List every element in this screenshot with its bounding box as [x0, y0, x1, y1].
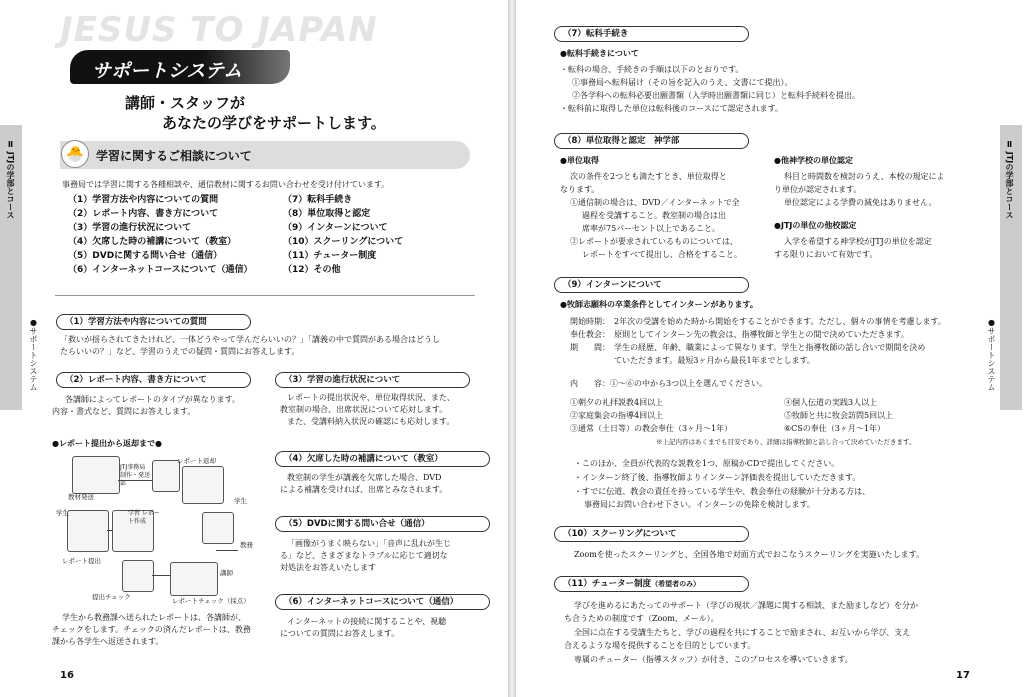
flow-arrow [216, 550, 238, 551]
s7-title: （7）転科手続き [554, 26, 749, 42]
s10-text: Zoomを使ったスクーリングと、全国各地で対面方式でおこなうスクーリングを実施いたします。 [574, 550, 924, 559]
s5-text: 「画像がうまく映らない」「音声に乱れが生じ [287, 539, 451, 548]
right-page [516, 0, 1024, 697]
s2-title: （2）レポート内容、書き方について [56, 372, 251, 388]
headline-line-2: あなたの学びをサポートします。 [162, 114, 386, 132]
left-page [0, 0, 508, 697]
subheading: 学習に関するご相談について [96, 149, 252, 163]
flow-label-student: 学生 [56, 509, 69, 517]
topic-item: （10）スクーリングについて [283, 237, 404, 247]
s9-row-value: 原則としてインターン先の教会は、指導牧師と学生との間で決めていただきます。 [614, 330, 909, 339]
s9-row-label: 奉仕教会： [570, 330, 610, 339]
s9-title: （9）インターンについて [554, 277, 749, 293]
s9-row-value: ていただきます。最短3ヶ月から最長1年までとします。 [614, 356, 815, 365]
office-figure [72, 456, 120, 494]
s9-item: ①朝夕の礼拝説教4回以上 [570, 398, 664, 407]
s3-title: （3）学習の進行状況について [275, 372, 470, 388]
s6-text: についての質問にお答えします。 [280, 629, 400, 638]
flow-caption: 課から各学生へ返送されます。 [52, 637, 164, 646]
s1-text: 「救いが揺らされてきたけれど、一体どうやって学んだらいいの？」「講義の中で質問がある場合はどうし [60, 335, 440, 344]
s9-content-label: 内 容：①～⑥の中から3つ以上を選んでください。 [570, 379, 768, 388]
flow-arrow [152, 575, 170, 576]
topic-item: （6）インターネットコースについて（通信） [68, 265, 253, 275]
flow-title: ●レポート提出から返却まで● [52, 439, 162, 448]
report-flow-diagram [52, 450, 267, 605]
flow-label-submit: レポート提出 [62, 557, 101, 565]
s2-text: 各講師によってレポートのタイプが異なります。 [65, 395, 240, 404]
watermark-text: JESUS TO JAPAN [60, 10, 378, 50]
s9-note: ※上記内容はあくまでも目安であり、詳細は指導牧師と話し合って決めていただきます。 [656, 438, 916, 446]
s9-item: ③通常（土日等）の教会奉仕（3ヶ月～1年） [570, 424, 733, 433]
headline-line-1: 講師・スタッフが [125, 94, 246, 112]
s9-item: ④個人伝道の実践3人以上 [784, 398, 878, 407]
side-tab-label: Ⅱ JTJの学部とコース [6, 140, 15, 220]
topic-item: （3）学習の進行状況について [68, 223, 192, 233]
topic-item: （1）学習方法や内容についての質問 [68, 195, 219, 205]
topic-item: （7）転科手続き [283, 195, 353, 205]
flow-label-office: JTJ事務局 制作・発送部 [120, 464, 151, 487]
s7-text: ②各学科への転科必要出願書類（入学時出願書類に同じ）と転科手続料を提出。 [572, 91, 860, 100]
s9-row-value: 2年次の受講を始めた時から開始をすることができます。ただし、個々の事情を考慮します。 [614, 317, 946, 326]
s8-title: （8）単位取得と認定 神学部 [554, 133, 749, 149]
flow-caption: 学生から教務課へ送られたレポートは、各講師が、 [62, 613, 246, 622]
chick-icon: 🐣 [61, 140, 89, 168]
s7-text: ・転科の場合、手続きの手順は以下のとおりです。 [560, 65, 744, 74]
side-tab-section: ●サポートシステム [29, 318, 38, 391]
topic-item: （5）DVDに関する問い合せ（通信） [68, 251, 223, 261]
s8-text-1: 次の条件を2つとも満たすとき、単位取得と [570, 172, 727, 181]
materials-figure [152, 460, 180, 492]
flow-label-return: レポート返却 [177, 457, 216, 465]
return-figure [182, 466, 224, 504]
page-number-left: 16 [60, 670, 74, 681]
s8-text-2: 科目と時間数を検討のうえ、本校の規定によ [784, 172, 945, 181]
s8-sub-3: ●JTJの単位の他校認定 [774, 221, 857, 230]
teacher-figure [170, 562, 218, 596]
s7-sub: ●転科手続きについて [560, 49, 639, 58]
s5-text: 対処法をお答えいたします [280, 563, 376, 572]
flow-label-grade: レポートチェック（採点） [172, 597, 250, 605]
flow-label-check: 提出チェック [92, 593, 131, 601]
s3-text: また、受講料納入状況の確認にも応対します。 [287, 417, 455, 426]
topic-item: （9）インターンについて [283, 223, 388, 233]
s8-text-1: 過程を受講すること。教室制の場合は出 [582, 211, 726, 220]
s11-text: 合えるような場を提供することを目的としています。 [564, 641, 756, 650]
s9-row-label: 期 間： [570, 343, 610, 352]
s9-bullet: ・このほか、全員が代表的な説教を1つ、原稿かCDで提出してください。 [574, 459, 840, 468]
s4-title: （4）欠席した時の補講について（教室） [275, 451, 490, 467]
topic-item: （12）その他 [283, 265, 341, 275]
s8-text-1: レポートをすべて提出し、合格をすること。 [582, 250, 742, 259]
s11-text: 全国に点在する受講生たちと、学びの過程を共にすることで励まされ、お互いから学び、支え [574, 628, 911, 637]
topic-item: （4）欠席した時の補講について（教室） [68, 237, 237, 247]
topic-item: （2）レポート内容、書き方について [68, 209, 219, 219]
s9-row-value: 学生の経歴、年齢、職業によって異なります。学生と指導牧師の話し合いで期間を決め [614, 343, 926, 352]
s3-text: 教室制の場合、出席状況について応対します。 [280, 405, 448, 414]
s8-text-1: なります。 [560, 185, 600, 194]
flow-label-manager: 教務 [240, 541, 253, 549]
s7-text: ①事務局へ転科届け（その旨を記入のうえ、文書にて提出）。 [572, 78, 793, 87]
s11-title-text: （11）チューター制度 [563, 579, 652, 589]
s4-text: による補講を受ければ、出席とみなされます。 [280, 485, 448, 494]
topic-item: （8）単位取得と認定 [283, 209, 371, 219]
s8-text-3: 入学を希望する神学校がJTJの単位を認定 [784, 237, 932, 246]
page-number-right: 17 [956, 670, 970, 681]
section-title: サポートシステム [92, 60, 243, 82]
s8-text-2: り単位が認定されます。 [774, 185, 862, 194]
book-gutter [508, 0, 516, 697]
s9-sub: ●牧師志願科の卒業条件としてインターンがあります。 [560, 300, 758, 309]
student-figure [67, 510, 109, 552]
side-tab-label: Ⅱ JTJの学部とコース [1005, 140, 1014, 220]
s6-text: インターネットの接続に関することや、視聴 [287, 617, 447, 626]
s9-item: ⑥CSの奉仕（3ヶ月～1年） [784, 424, 885, 433]
flow-label-materials: 教材発送 [68, 493, 94, 501]
s9-bullet: 事務局にお問い合わせ下さい。インターンの免除を検討します。 [584, 500, 815, 509]
student2-figure [202, 512, 234, 544]
s2-text: 内容・書式など、質問にお答えします。 [52, 407, 196, 416]
flow-arrow [118, 480, 152, 481]
s4-text: 教室制の学生が講義を欠席した場合、DVD [287, 473, 442, 482]
flow-label-create: 学習 レポート作成 [128, 510, 160, 525]
s9-row-label: 開始時期： [570, 317, 610, 326]
submit-figure [122, 560, 154, 592]
flow-label-teacher: 講師 [220, 569, 233, 577]
intro-text: 事務局では学習に関する各種相談や、通信教材に関するお問い合わせを受け付けています。 [62, 180, 390, 189]
topic-item: （11）チューター制度 [283, 251, 377, 261]
s7-text: ・転科前に取得した単位は転科後のコースにて認定されます。 [560, 104, 783, 113]
flow-label-student2: 学生 [234, 497, 247, 505]
side-tab-section: ●サポートシステム [987, 318, 996, 391]
s9-bullet: ・インターン終了後、指導牧師よりインターン評価表を提出していただきます。 [574, 473, 861, 482]
s11-title [554, 576, 749, 592]
s5-title: （5）DVDに関する問い合せ（通信） [275, 516, 490, 532]
s9-bullet: ・すでに伝道、教会の責任を持っている学生や、教会奉仕の経験が十分ある方は、 [574, 487, 871, 496]
s6-title: （6）インターネットコースについて（通信） [275, 594, 490, 610]
divider [55, 295, 475, 296]
s3-text: レポートの提出状況や、単位取得状況、また、 [287, 393, 455, 402]
s9-item: ②家庭集会の指導4回以上 [570, 411, 664, 420]
s8-text-2: 単位認定による学費の減免はありません。 [784, 198, 937, 207]
s8-sub-1: ●単位取得 [560, 156, 599, 165]
s1-text: たらいいの？」など、学習のうえでの疑問・質問にお答えします。 [60, 347, 300, 356]
s9-item: ⑤牧師と共に牧会訪問5回以上 [784, 411, 894, 420]
s8-sub-2: ●他神学校の単位認定 [774, 156, 853, 165]
s8-text-1: 席率が75パーセント以上であること。 [582, 224, 721, 233]
s5-text: る」など、さまざまなトラブルに応じて適切な [280, 551, 448, 560]
s1-title: （1）学習方法や内容についての質問 [56, 314, 251, 330]
s8-text-3: する限りにおいて有効です。 [774, 250, 878, 259]
s10-title: （10）スクーリングについて [554, 526, 749, 542]
s8-text-1: ②レポートが要求されているものについては、 [570, 237, 738, 246]
flow-arrow [107, 530, 112, 531]
s11-text: 学びを進めるにあたってのサポート（学びの現状／課題に関する相談、また励ましなど）を分か [574, 601, 918, 610]
s8-text-1: ①通信制の場合は、DVD／インターネットで全 [570, 198, 740, 207]
s11-title-note: （希望者のみ） [651, 580, 701, 588]
flow-caption: チェックをします。チェックの済んだレポートは、教務 [52, 625, 251, 634]
s11-text: ち合うための制度です（Zoom、メール）。 [564, 614, 719, 623]
s11-text: 専属のチューター（指導スタッフ）が付き、このプロセスを導いていきます。 [574, 655, 853, 664]
